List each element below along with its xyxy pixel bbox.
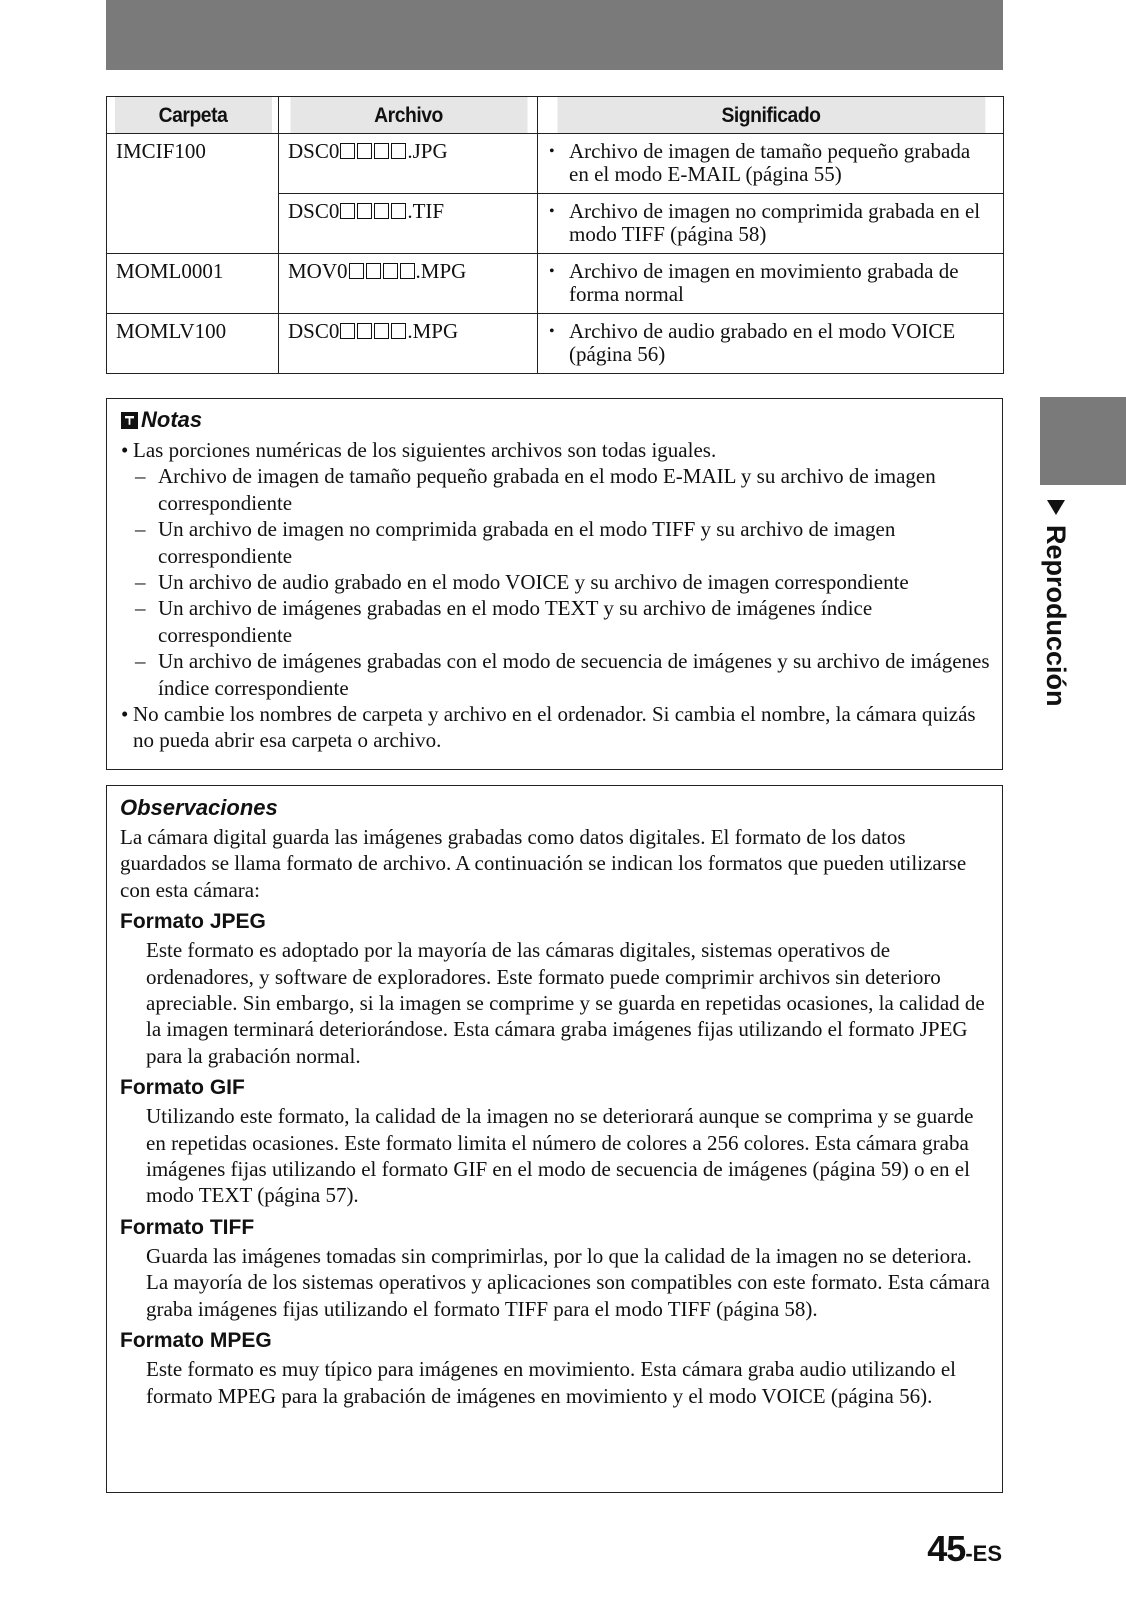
format-tiff-title: Formato TIFF [120,1215,255,1239]
list-item: – Archivo de imagen de tamaño pequeño grabada en el modo E-MAIL y su archivo de imagen correspondiente [135,464,936,515]
format-jpeg-text: Este formato es adoptado por la mayoría de las cámaras digitales, sistemas operativos de ordenadores, y software de exploradores. Este formato puede comprimir archivos sin deterioro apreciable. Sin embargo, si la imagen se comprime y se guarda en repetidas ocasiones, la calidad de la imagen terminará deteriorándose. Esta cámara graba imágenes fijas utilizando el formato JPEG para la grabación normal. [146,938,985,1068]
triangle-icon [1047,500,1065,515]
format-gif-title: Formato GIF [120,1076,245,1100]
table-row [107,134,1004,194]
notes-list [121,437,990,754]
file-cell: DSC0 .TIF [279,194,538,254]
notes-title: Notas [141,407,203,432]
format-mpeg-text: Este formato es muy típico para imágenes en movimiento. Esta cámara graba audio utilizando el formato MPEG para la grabación de imágenes en movimiento y el modo VOICE (página 56). [146,1357,956,1408]
observations-title: Observaciones [120,795,278,820]
folder-cell [107,194,279,254]
list-item: • Las porciones numéricas de los siguientes archivos son todas iguales. [121,438,717,462]
meaning-cell: • Archivo de imagen en movimiento grabada de forma normal [538,254,1004,314]
observations-box [106,785,1003,1493]
header-carpeta: Carpeta [113,97,271,134]
section-label-text: Reproducción [1041,525,1072,707]
note-icon [121,412,138,429]
meaning-cell: • Archivo de audio grabado en el modo VOICE (página 56) [538,314,1004,374]
format-mpeg-title: Formato MPEG [120,1329,272,1353]
file-cell: MOV0 .MPG [279,254,538,314]
section-label [1036,500,1076,730]
section-tab [1040,397,1126,485]
header-significado: Significado [556,97,985,134]
format-jpeg-title: Formato JPEG [120,910,266,934]
list-item: – Un archivo de imagen no comprimida grabada en el modo TIFF y su archivo de imagen correspondiente [135,517,896,568]
header-band [106,0,1003,70]
file-naming-table [106,96,1004,374]
list-item: – Un archivo de audio grabado en el modo VOICE y su archivo de imagen correspondiente [135,570,909,595]
meaning-cell: • Archivo de imagen de tamaño pequeño grabada en el modo E-MAIL (página 55) [538,134,1004,194]
file-cell: DSC0 .JPG [279,134,538,194]
notes-heading [121,407,202,433]
notes-box [106,398,1003,770]
header-archivo: Archivo [289,97,527,134]
folder-cell: MOMLV100 [107,314,279,374]
list-item: – Un archivo de imágenes grabadas con el modo de secuencia de imágenes y su archivo de imágenes índice correspondiente [135,649,990,700]
observations-intro: La cámara digital guarda las imágenes grabadas como datos digitales. El formato de los datos guardados se llama formato de archivo. A continuación se indican los formatos que pueden utilizarse con esta cámara: [120,825,967,902]
format-tiff-text: Guarda las imágenes tomadas sin comprimirlas, por lo que la calidad de la imagen no se deteriora. La mayoría de los sistemas operativos y aplicaciones son compatibles con este formato. Esta cámara graba imágenes fijas utilizando el formato TIFF para el modo TIFF (página 58). [146,1243,990,1321]
format-gif-text: Utilizando este formato, la calidad de la imagen no se deteriorará aunque se comprima y se guarde en repetidas ocasiones. Este formato limita el número de colores a 256 colores. Esta cámara graba imágenes fijas utilizando el formato GIF en el modo de secuencia de imágenes (página 59) o en el modo TEXT (página 57). [146,1104,974,1208]
table-row [107,194,1004,254]
list-item: – Un archivo de imágenes grabadas en el modo TEXT y su archivo de imágenes índice correspondiente [135,596,873,647]
meaning-cell: • Archivo de imagen no comprimida grabada en el modo TIFF (página 58) [538,194,1004,254]
page-number: 45-ES [927,1528,1002,1569]
table-row [107,254,1004,314]
folder-cell: MOML0001 [107,254,279,314]
list-item: • No cambie los nombres de carpeta y archivo en el ordenador. Si cambia el nombre, la cámara quizás no pueda abrir esa carpeta o archivo. [121,702,976,753]
file-cell: DSC0 .MPG [279,314,538,374]
table-row [107,314,1004,374]
folder-cell: IMCIF100 [107,134,279,194]
